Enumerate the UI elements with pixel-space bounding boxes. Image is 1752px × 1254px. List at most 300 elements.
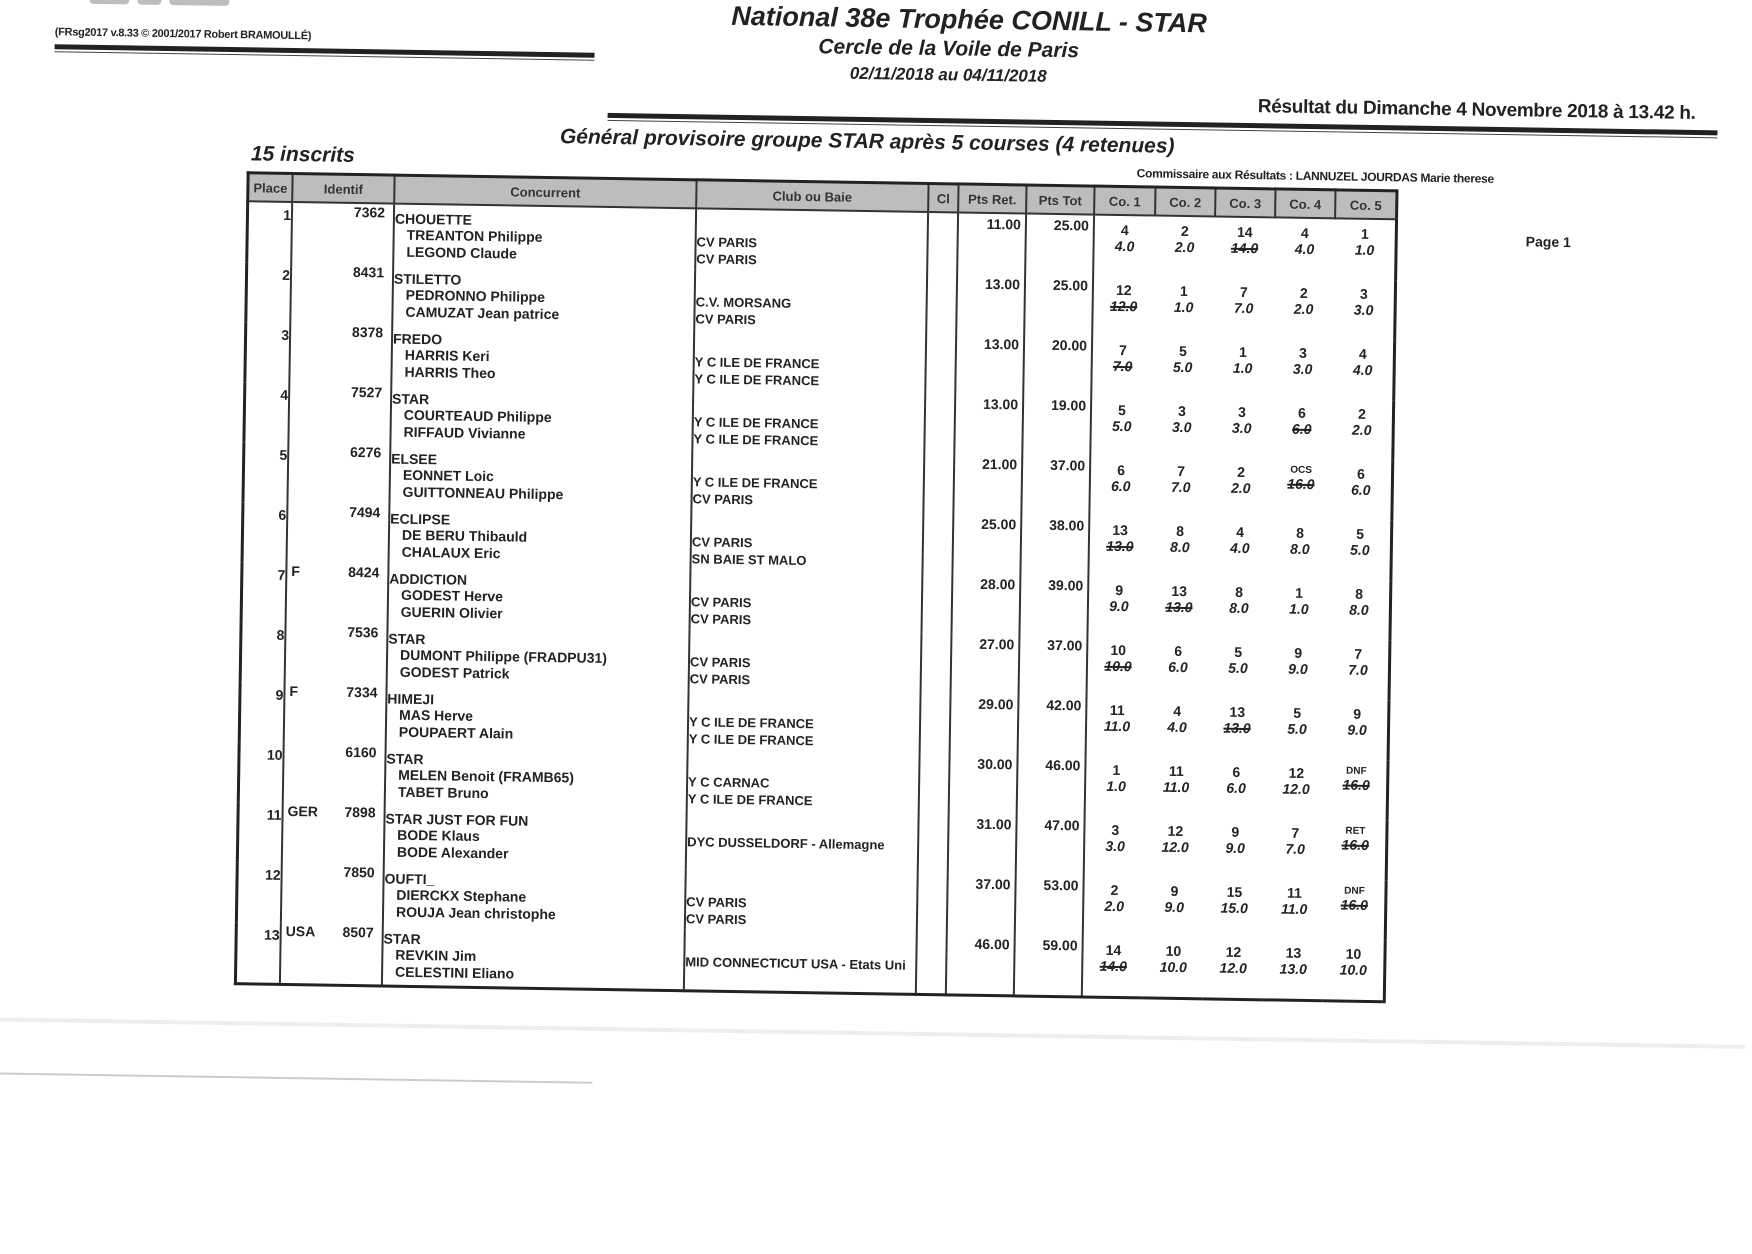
col-race-1: Co. 1	[1094, 186, 1155, 215]
race-rank: 12	[1288, 764, 1305, 781]
crew-member: CELESTINI Eliano	[394, 963, 515, 982]
crew-member: LEGOND Claude	[406, 243, 517, 262]
result-date: Résultat du Dimanche 4 Novembre 2018 à 13.42 h.	[1257, 96, 1696, 125]
club-name: CV PARIS	[691, 534, 753, 551]
pts-tot: 25.00	[1053, 216, 1090, 234]
race-2-result	[1143, 936, 1204, 998]
race-rank: 1	[1295, 584, 1304, 601]
concurrent	[387, 625, 690, 690]
club	[684, 929, 917, 994]
race-rank: 4	[1358, 345, 1367, 362]
race-rank: 12	[1115, 281, 1132, 299]
race-rank: 6	[1297, 404, 1307, 421]
race-2-result	[1154, 216, 1215, 278]
race-3-result	[1211, 397, 1272, 458]
nationality: F	[289, 682, 299, 700]
crew-member: COURTEAUD Philippe	[403, 406, 552, 426]
concurrent	[388, 505, 691, 570]
race-points: 8.0	[1170, 538, 1190, 556]
race-5-result	[1334, 218, 1396, 280]
pts-tot: 53.00	[1043, 876, 1079, 894]
pts-ret: 46.00	[974, 935, 1010, 953]
club-name: MID CONNECTICUT USA - Etats Uni	[685, 954, 906, 973]
race-rank: 10	[1110, 641, 1127, 659]
place: 3	[245, 322, 290, 383]
crew-member: MAS Herve	[399, 706, 474, 724]
race-5-result	[1323, 939, 1385, 1001]
race-1-result	[1092, 276, 1154, 337]
race-points: 8.0	[1289, 540, 1310, 557]
race-points-discarded: 14.0	[1230, 239, 1259, 257]
pts-tot-cell	[1019, 574, 1088, 635]
nationality	[286, 636, 320, 637]
pts-tot-cell	[1020, 514, 1089, 575]
club	[694, 269, 927, 333]
results-officer: Commissaire aux Résultats : LANNUZEL JOURDAS Marie therese	[1136, 166, 1494, 186]
race-5-result	[1328, 579, 1390, 640]
race-points: 9.0	[1288, 660, 1308, 677]
race-points: 10.0	[1339, 961, 1367, 978]
classification	[921, 633, 952, 693]
race-rank: 14	[1236, 223, 1253, 241]
club	[687, 749, 920, 813]
classification	[916, 933, 947, 995]
pts-ret-cell	[954, 393, 1023, 454]
place: 5	[243, 442, 288, 503]
club-name: Y C ILE DE FRANCE	[688, 714, 814, 732]
pts-tot-cell	[1014, 934, 1083, 997]
crew-member: REVKIN Jim	[395, 946, 477, 964]
race-2-result	[1147, 696, 1208, 757]
club-name: C.V. MORSANG	[695, 294, 792, 311]
race-2-result	[1144, 876, 1205, 937]
race-points: 8.0	[1349, 601, 1369, 618]
race-points-discarded: 13.0	[1165, 598, 1193, 616]
logo-fragment	[89, 0, 259, 7]
pts-ret-cell	[947, 873, 1016, 934]
boat-name: STAR	[391, 390, 430, 408]
race-points: 1.0	[1354, 241, 1375, 258]
race-5-result	[1333, 279, 1395, 340]
classification	[927, 212, 958, 273]
race-4-result	[1271, 398, 1332, 459]
race-rank: 3	[1359, 285, 1368, 302]
race-rank: 6	[1117, 461, 1126, 479]
event-club: Cercle de la Voile de Paris	[818, 35, 1080, 63]
race-rank: 2	[1299, 284, 1308, 301]
race-4-result	[1264, 878, 1325, 939]
pts-ret-cell	[956, 273, 1025, 334]
race-2-result	[1148, 576, 1209, 637]
race-rank: RET	[1345, 825, 1366, 837]
race-5-result	[1327, 699, 1389, 760]
col-race-3: Co. 3	[1215, 188, 1275, 217]
race-points: 10.0	[1159, 958, 1188, 976]
race-rank: 11	[1286, 884, 1302, 901]
race-1-result	[1091, 336, 1153, 397]
race-rank: 7	[1291, 824, 1300, 841]
race-rank: 4	[1300, 224, 1309, 241]
sail-number: 6276	[349, 443, 382, 461]
race-rank: 1	[1238, 343, 1247, 360]
place: 6	[242, 502, 287, 563]
race-rank: 13	[1229, 703, 1246, 721]
boat-name: STAR JUST FOR FUN	[385, 810, 529, 829]
race-rank: 5	[1234, 643, 1243, 660]
race-rank: 6	[1174, 642, 1183, 660]
crew-member: TREANTON Philippe	[406, 226, 543, 245]
race-4-result	[1269, 518, 1330, 579]
identif	[286, 563, 389, 625]
identif	[289, 323, 392, 385]
race-3-result	[1208, 637, 1269, 698]
race-rank: 2	[1110, 881, 1119, 899]
boat-name: STAR	[388, 630, 426, 648]
race-rank: 5	[1293, 704, 1302, 721]
place: 11	[237, 802, 282, 863]
race-3-result	[1214, 216, 1275, 278]
classification	[924, 393, 955, 453]
pts-ret: 27.00	[979, 635, 1015, 653]
pts-ret: 29.00	[978, 695, 1014, 713]
race-rank: 7	[1239, 283, 1248, 300]
crew-member: ROUJA Jean christophe	[395, 903, 556, 923]
race-points: 9.0	[1347, 721, 1367, 738]
boat-name: STAR	[386, 750, 424, 768]
race-rank: 5	[1178, 342, 1187, 360]
club-name: Y C CARNAC	[687, 774, 770, 791]
race-rank: 1	[1360, 225, 1369, 242]
race-rank: 15	[1226, 883, 1243, 900]
crew-member: GODEST Patrick	[399, 663, 510, 682]
race-3-result	[1208, 577, 1269, 638]
race-rank: 10	[1345, 945, 1362, 962]
col-pts-ret: Pts Ret.	[958, 184, 1026, 214]
results-table	[234, 171, 1399, 1003]
race-4-result	[1266, 758, 1327, 819]
race-rank: 5	[1117, 401, 1127, 419]
pts-ret: 13.00	[982, 395, 1019, 413]
race-points: 7.0	[1285, 840, 1305, 857]
pts-ret: 21.00	[981, 455, 1018, 473]
pts-tot-cell	[1015, 874, 1084, 935]
race-rank: 8	[1296, 524, 1305, 541]
race-points-discarded: 14.0	[1099, 957, 1128, 975]
pts-tot-cell	[1024, 274, 1093, 335]
pts-tot: 25.00	[1052, 276, 1089, 294]
race-points-discarded: 13.0	[1106, 537, 1134, 555]
race-4-result	[1270, 458, 1331, 519]
race-3-result	[1212, 337, 1273, 398]
race-points: 4.0	[1114, 237, 1135, 255]
race-points: 4.0	[1294, 240, 1315, 258]
nationality	[283, 876, 317, 877]
race-points: 15.0	[1220, 899, 1248, 917]
crew-member: GODEST Herve	[400, 586, 504, 605]
place: 4	[244, 382, 289, 443]
crew-member: DE BERU Thibauld	[401, 526, 528, 545]
race-points: 2.0	[1351, 421, 1372, 438]
boat-name: FREDO	[392, 330, 443, 348]
col-place: Place	[248, 173, 293, 202]
pts-tot-cell	[1019, 634, 1088, 695]
club	[692, 389, 925, 453]
col-race-2: Co. 2	[1155, 187, 1215, 216]
place: 12	[236, 862, 281, 923]
sail-number: 8507	[342, 923, 374, 941]
race-5-result	[1332, 339, 1394, 400]
race-1-result	[1090, 396, 1152, 457]
club-name: Y C ILE DE FRANCE	[693, 414, 819, 432]
race-rank: 7	[1118, 341, 1127, 359]
scan-edge	[0, 1072, 592, 1083]
race-points: 13.0	[1279, 960, 1308, 978]
club	[695, 208, 928, 273]
place: 10	[238, 742, 283, 803]
classification	[921, 573, 952, 633]
place: 1	[247, 201, 292, 263]
race-1-result	[1083, 875, 1145, 936]
sail-number: 7334	[346, 683, 378, 701]
crew-member: DIERCKX Stephane	[396, 886, 527, 905]
race-3-result	[1204, 877, 1265, 938]
race-rank: 4	[1173, 702, 1182, 719]
race-4-result	[1265, 818, 1326, 879]
race-points: 1.0	[1173, 298, 1194, 316]
classification	[920, 693, 951, 753]
identif	[281, 863, 384, 925]
race-points: 5.0	[1172, 358, 1193, 376]
scan-shadow	[0, 1017, 1745, 1049]
race-points: 12.0	[1161, 838, 1189, 856]
pts-ret-cell	[951, 633, 1020, 694]
pts-tot-cell	[1025, 214, 1094, 276]
race-rank: 6	[1357, 465, 1366, 482]
club	[688, 689, 921, 753]
identif	[284, 683, 387, 745]
club-name: CV PARIS	[692, 491, 754, 508]
race-5-result	[1324, 879, 1386, 940]
pts-tot: 46.00	[1045, 756, 1081, 774]
pts-ret: 30.00	[977, 755, 1013, 773]
pts-ret-cell	[950, 693, 1019, 754]
concurrent	[388, 565, 691, 630]
pts-tot: 20.00	[1051, 336, 1088, 354]
race-rank: 8	[1176, 522, 1185, 540]
race-rank: OCS	[1290, 464, 1312, 477]
club-name: CV PARIS	[696, 251, 757, 268]
concurrent	[382, 924, 685, 990]
pts-ret: 13.00	[983, 335, 1020, 353]
race-2-result	[1151, 397, 1212, 458]
race-points: 3.0	[1171, 418, 1192, 436]
race-points: 5.0	[1228, 659, 1248, 677]
crew-member: PEDRONNO Philippe	[405, 286, 546, 305]
pts-tot: 37.00	[1049, 456, 1086, 474]
race-points: 5.0	[1111, 417, 1132, 435]
race-rank: 7	[1177, 462, 1186, 480]
race-rank: 4	[1120, 221, 1129, 239]
boat-name: STILETTO	[393, 270, 462, 288]
pts-tot-cell	[1021, 454, 1090, 515]
crew-member: HARRIS Keri	[404, 346, 490, 365]
pts-tot: 19.00	[1050, 396, 1087, 414]
col-pts-tot: Pts Tot	[1026, 185, 1094, 215]
entrant-count: 15 inscrits	[250, 142, 356, 167]
place: 8	[240, 622, 285, 683]
race-rank: 2	[1237, 463, 1246, 480]
race-points: 5.0	[1287, 720, 1307, 737]
race-points-discarded: 6.0	[1291, 420, 1312, 438]
nationality	[293, 216, 327, 217]
race-5-result	[1326, 759, 1388, 820]
concurrent	[384, 805, 687, 870]
section-title: Général provisoire groupe STAR après 5 courses (4 retenues)	[559, 125, 1175, 158]
race-points: 6.0	[1168, 658, 1188, 676]
race-rank: 11	[1168, 762, 1184, 780]
concurrent	[393, 204, 696, 270]
race-rank: 13	[1171, 582, 1188, 600]
crew-member: RIFFAUD Vivianne	[403, 423, 526, 442]
race-rank: 3	[1298, 344, 1307, 361]
race-rank: 11	[1109, 701, 1125, 719]
race-1-result	[1084, 815, 1146, 876]
race-points-discarded: 16.0	[1340, 896, 1369, 913]
pts-tot-cell	[1017, 754, 1086, 815]
sail-number: 7494	[349, 503, 381, 521]
race-points: 9.0	[1109, 597, 1129, 615]
race-3-result	[1205, 817, 1266, 878]
identif	[290, 263, 393, 325]
boat-name: ELSEE	[391, 450, 438, 468]
crew-member: CAMUZAT Jean patrice	[405, 303, 560, 323]
race-points: 2.0	[1174, 238, 1195, 256]
identif	[288, 383, 391, 445]
classification	[926, 273, 957, 333]
identif	[291, 202, 394, 265]
concurrent	[391, 325, 694, 390]
race-3-result	[1203, 937, 1264, 999]
race-points: 4.0	[1229, 539, 1250, 557]
race-rank: 2	[1180, 222, 1189, 240]
race-points: 1.0	[1232, 359, 1253, 377]
col-identif: Identif	[292, 173, 394, 203]
identif	[287, 503, 390, 565]
race-3-result	[1210, 457, 1271, 518]
race-5-result	[1329, 519, 1391, 580]
race-points: 11.0	[1103, 717, 1131, 735]
race-rank: 9	[1115, 581, 1124, 599]
race-3-result	[1206, 757, 1267, 818]
crew-member: GUITTONNEAU Philippe	[402, 483, 564, 503]
race-points: 3.0	[1105, 837, 1126, 855]
boat-name: ADDICTION	[389, 570, 468, 588]
place: 13	[235, 922, 280, 984]
boat-name: OUFTI_	[384, 870, 435, 888]
pts-tot-cell	[1023, 334, 1092, 395]
boat-name: HIMEJI	[387, 690, 435, 708]
nationality	[289, 456, 323, 457]
race-1-result	[1088, 516, 1150, 577]
pts-ret-cell	[953, 453, 1022, 514]
race-4-result	[1273, 278, 1334, 339]
race-2-result	[1149, 516, 1210, 577]
club-name: CV PARIS	[686, 894, 747, 911]
pts-tot: 39.00	[1048, 576, 1084, 594]
race-2-result	[1145, 816, 1206, 877]
race-points: 1.0	[1106, 777, 1126, 795]
pts-ret: 13.00	[984, 275, 1021, 293]
sail-number: 7362	[353, 203, 386, 221]
race-points-discarded: 16.0	[1287, 475, 1315, 493]
race-rank: 3	[1237, 403, 1247, 420]
club-name: CV PARIS	[689, 654, 751, 671]
race-rank: 1	[1112, 761, 1121, 779]
race-rank: 9	[1353, 705, 1362, 722]
race-rank: 5	[1356, 525, 1365, 542]
event-dates: 02/11/2018 au 04/11/2018	[849, 63, 1047, 86]
col-concurrent: Concurrent	[394, 175, 696, 208]
pts-tot: 47.00	[1044, 816, 1080, 834]
race-rank: 3	[1111, 821, 1120, 839]
race-rank: 6	[1232, 763, 1241, 780]
nationality	[288, 516, 322, 517]
race-rank: 7	[1354, 645, 1363, 662]
pts-tot-cell	[1018, 694, 1087, 755]
sail-number: 7898	[344, 803, 376, 821]
event-title: National 38e Trophée CONILL - STAR	[731, 0, 1208, 39]
race-points-discarded: 7.0	[1112, 357, 1133, 375]
race-3-result	[1213, 277, 1274, 338]
race-2-result	[1153, 277, 1214, 338]
club-name: CV PARIS	[685, 911, 747, 928]
crew-member: EONNET Loic	[402, 466, 495, 485]
race-1-result	[1085, 756, 1147, 817]
race-1-result	[1089, 456, 1151, 517]
crew-member: POUPAERT Alain	[398, 723, 514, 742]
crew-member: MELEN Benoit (FRAMB65)	[398, 766, 575, 786]
club	[691, 449, 924, 513]
identif	[283, 743, 386, 805]
club-name: Y C ILE DE FRANCE	[687, 791, 813, 809]
race-rank: 9	[1170, 882, 1179, 899]
pts-tot: 38.00	[1049, 516, 1085, 534]
pts-ret-cell	[952, 513, 1021, 574]
club-name: SN BAIE ST MALO	[691, 551, 807, 569]
club-name: Y C ILE DE FRANCE	[688, 731, 814, 749]
race-rank: 1	[1179, 282, 1188, 300]
sail-number: 6160	[345, 743, 377, 761]
pts-ret-cell	[948, 813, 1017, 874]
race-rank: 12	[1225, 943, 1242, 960]
race-1-result	[1086, 696, 1148, 757]
sail-number: 7527	[350, 383, 383, 401]
race-3-result	[1209, 517, 1270, 578]
club	[685, 869, 918, 933]
race-5-result	[1330, 459, 1392, 520]
nationality	[292, 276, 326, 277]
race-points: 4.0	[1167, 718, 1187, 736]
club-name: CV PARIS	[690, 611, 752, 628]
race-1-result	[1093, 215, 1155, 277]
race-3-result	[1207, 697, 1268, 758]
concurrent	[386, 685, 689, 750]
race-points: 4.0	[1352, 361, 1373, 378]
race-points: 7.0	[1170, 478, 1191, 496]
crew-member: HARRIS Theo	[404, 363, 496, 382]
nationality: USA	[285, 922, 316, 940]
crew-member: BODE Klaus	[397, 826, 480, 844]
